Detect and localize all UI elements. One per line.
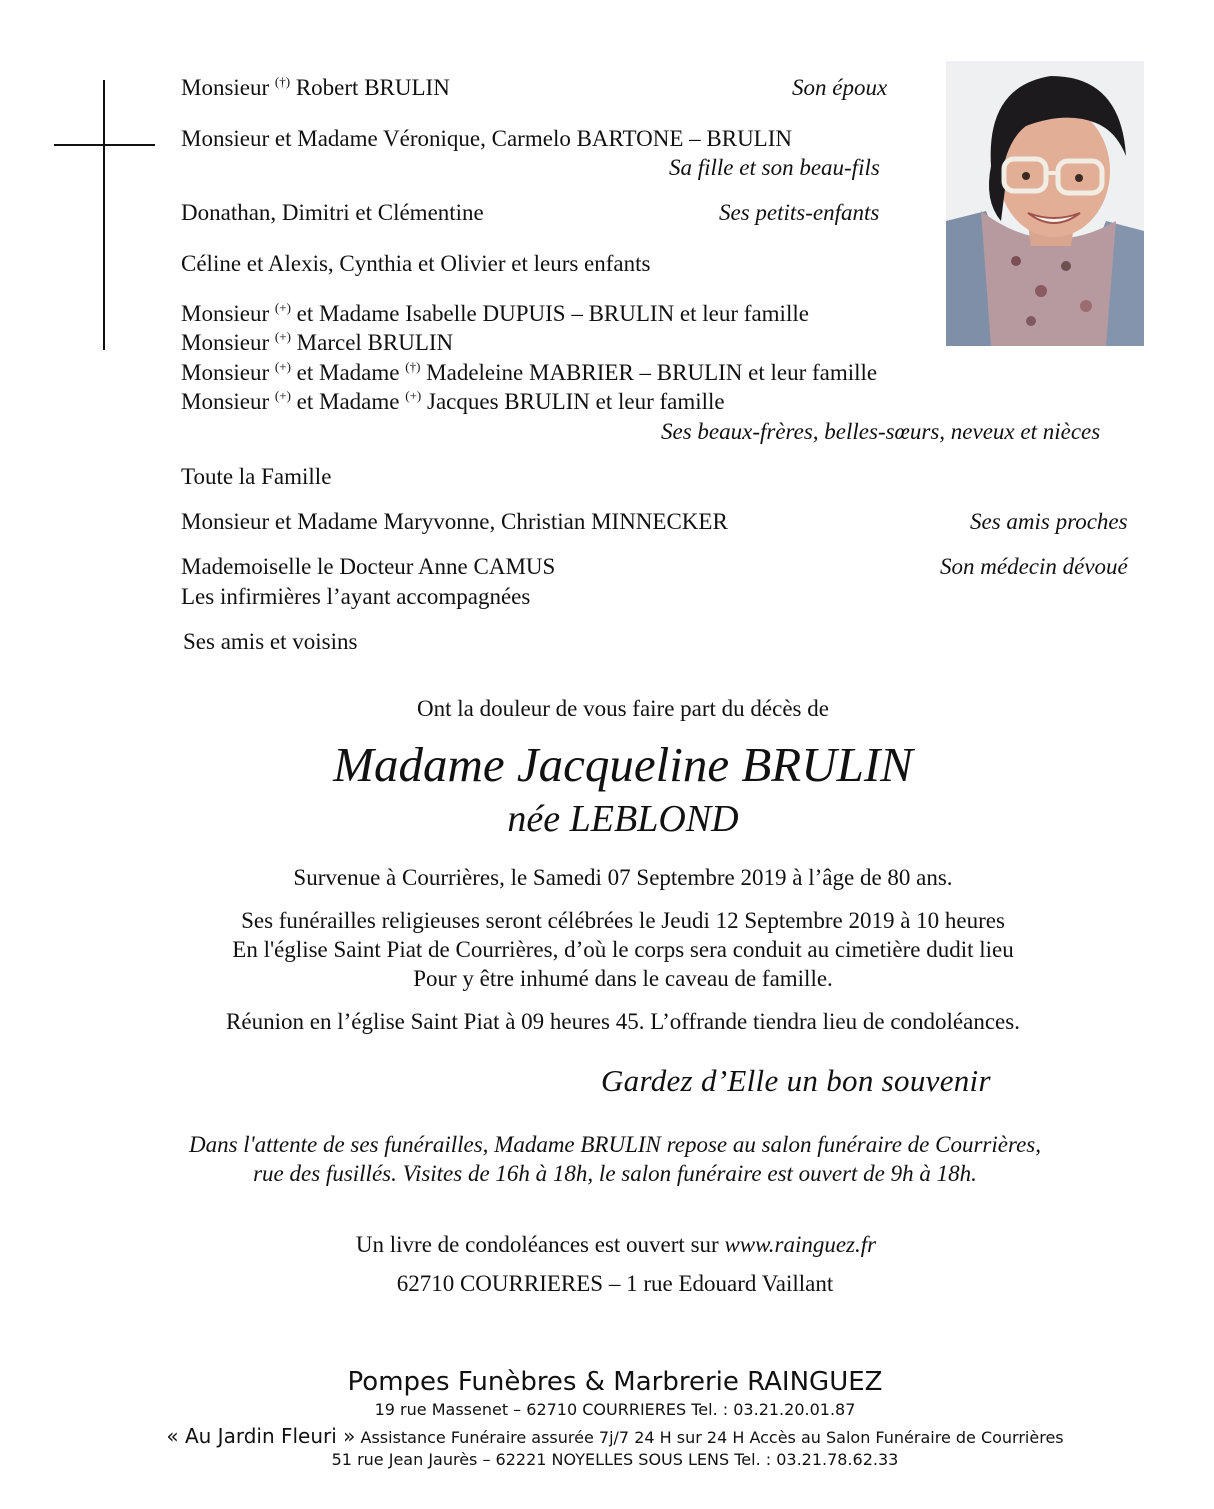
company-address-1: 19 rue Massenet – 62710 COURRIERES Tel. : 03.21.20.01.87 xyxy=(374,1400,856,1419)
family-line-dupuis: Monsieur (+) et Madame Isabelle DUPUIS – BRULIN et leur famille xyxy=(181,300,809,326)
funeral-line-2: En l'église Saint Piat de Courrières, d’où le corps sera conduit au cimetière dudit lieu xyxy=(232,937,1014,962)
death-notice: Survenue à Courrières, le Samedi 07 Septembre 2019 à l’âge de 80 ans. xyxy=(293,865,953,890)
relation-close-friends: Ses amis proches xyxy=(970,509,1128,534)
family-line-daughter: Monsieur et Madame Véronique, Carmelo BARTONE – BRULIN xyxy=(181,126,793,151)
portrait-illustration xyxy=(946,61,1144,346)
family-line-great-grandchildren: Céline et Alexis, Cynthia et Olivier et leurs enfants xyxy=(181,251,651,276)
relation-grandchildren: Ses petits-enfants xyxy=(719,200,880,225)
reunion-notice: Réunion en l’église Saint Piat à 09 heures 45. L’offrande tiendra lieu de condoléances. xyxy=(226,1009,1020,1034)
cross-vertical-bar xyxy=(103,80,105,350)
cross-horizontal-bar xyxy=(54,144,155,146)
funeral-line-1: Ses funérailles religieuses seront célébrées le Jeudi 12 Septembre 2019 à 10 heures xyxy=(241,908,1005,933)
jardin-fleuri-label: « Au Jardin Fleuri » xyxy=(166,1424,356,1448)
company-services-line: « Au Jardin Fleuri » Assistance Funéraire assurée 7j/7 24 H sur 24 H Accès au Salon Funéraire de Courrières xyxy=(166,1424,1064,1448)
portrait-photo xyxy=(946,61,1144,346)
announcement-intro: Ont la douleur de vous faire part du décès de xyxy=(417,696,829,721)
funeral-line-3: Pour y être inhumé dans le caveau de famille. xyxy=(413,966,833,991)
repose-line-1: Dans l'attente de ses funérailles, Madame BRULIN repose au salon funéraire de Courrières, xyxy=(189,1132,1041,1157)
relation-in-laws: Ses beaux-frères, belles-sœurs, neveux et nièces xyxy=(661,419,1101,444)
family-line-doctor: Mademoiselle le Docteur Anne CAMUS xyxy=(181,554,556,579)
remembrance-quote: Gardez d’Elle un bon souvenir xyxy=(601,1063,991,1098)
relation-doctor: Son médecin dévoué xyxy=(940,554,1128,579)
family-line-spouse: Monsieur (†) Robert BRULIN xyxy=(181,74,450,100)
family-line-marcel: Monsieur (+) Marcel BRULIN xyxy=(181,329,454,355)
condolence-website-link[interactable]: www.rainguez.fr xyxy=(724,1232,877,1257)
condolence-address: 62710 COURRIERES – 1 rue Edouard Vaillant xyxy=(396,1271,834,1296)
relation-spouse: Son époux xyxy=(792,75,888,100)
family-line-jacques: Monsieur (+) et Madame (+) Jacques BRULIN et leur famille xyxy=(181,388,725,414)
family-line-friends: Ses amis et voisins xyxy=(183,629,358,654)
deceased-name: Madame Jacqueline BRULIN xyxy=(333,737,913,792)
repose-line-2: rue des fusillés. Visites de 16h à 18h, le salon funéraire est ouvert de 9h à 18h. xyxy=(253,1161,977,1186)
deceased-maiden-name: née LEBLOND xyxy=(507,798,739,840)
family-line-nurses: Les infirmières l’ayant accompagnées xyxy=(181,584,531,609)
company-address-2: 51 rue Jean Jaurès – 62221 NOYELLES SOUS LENS Tel. : 03.21.78.62.33 xyxy=(331,1450,899,1469)
family-line-minnecker: Monsieur et Madame Maryvonne, Christian MINNECKER xyxy=(181,509,728,534)
family-line-all-family: Toute la Famille xyxy=(181,464,332,489)
family-line-mabrier: Monsieur (+) et Madame (†) Madeleine MABRIER – BRULIN et leur famille xyxy=(181,359,878,385)
condolence-book-line: Un livre de condoléances est ouvert sur www.rainguez.fr xyxy=(355,1232,877,1257)
relation-daughter: Sa fille et son beau-fils xyxy=(669,155,880,180)
company-name: Pompes Funèbres & Marbrerie RAINGUEZ xyxy=(347,1367,883,1397)
family-line-grandchildren: Donathan, Dimitri et Clémentine xyxy=(181,200,484,225)
